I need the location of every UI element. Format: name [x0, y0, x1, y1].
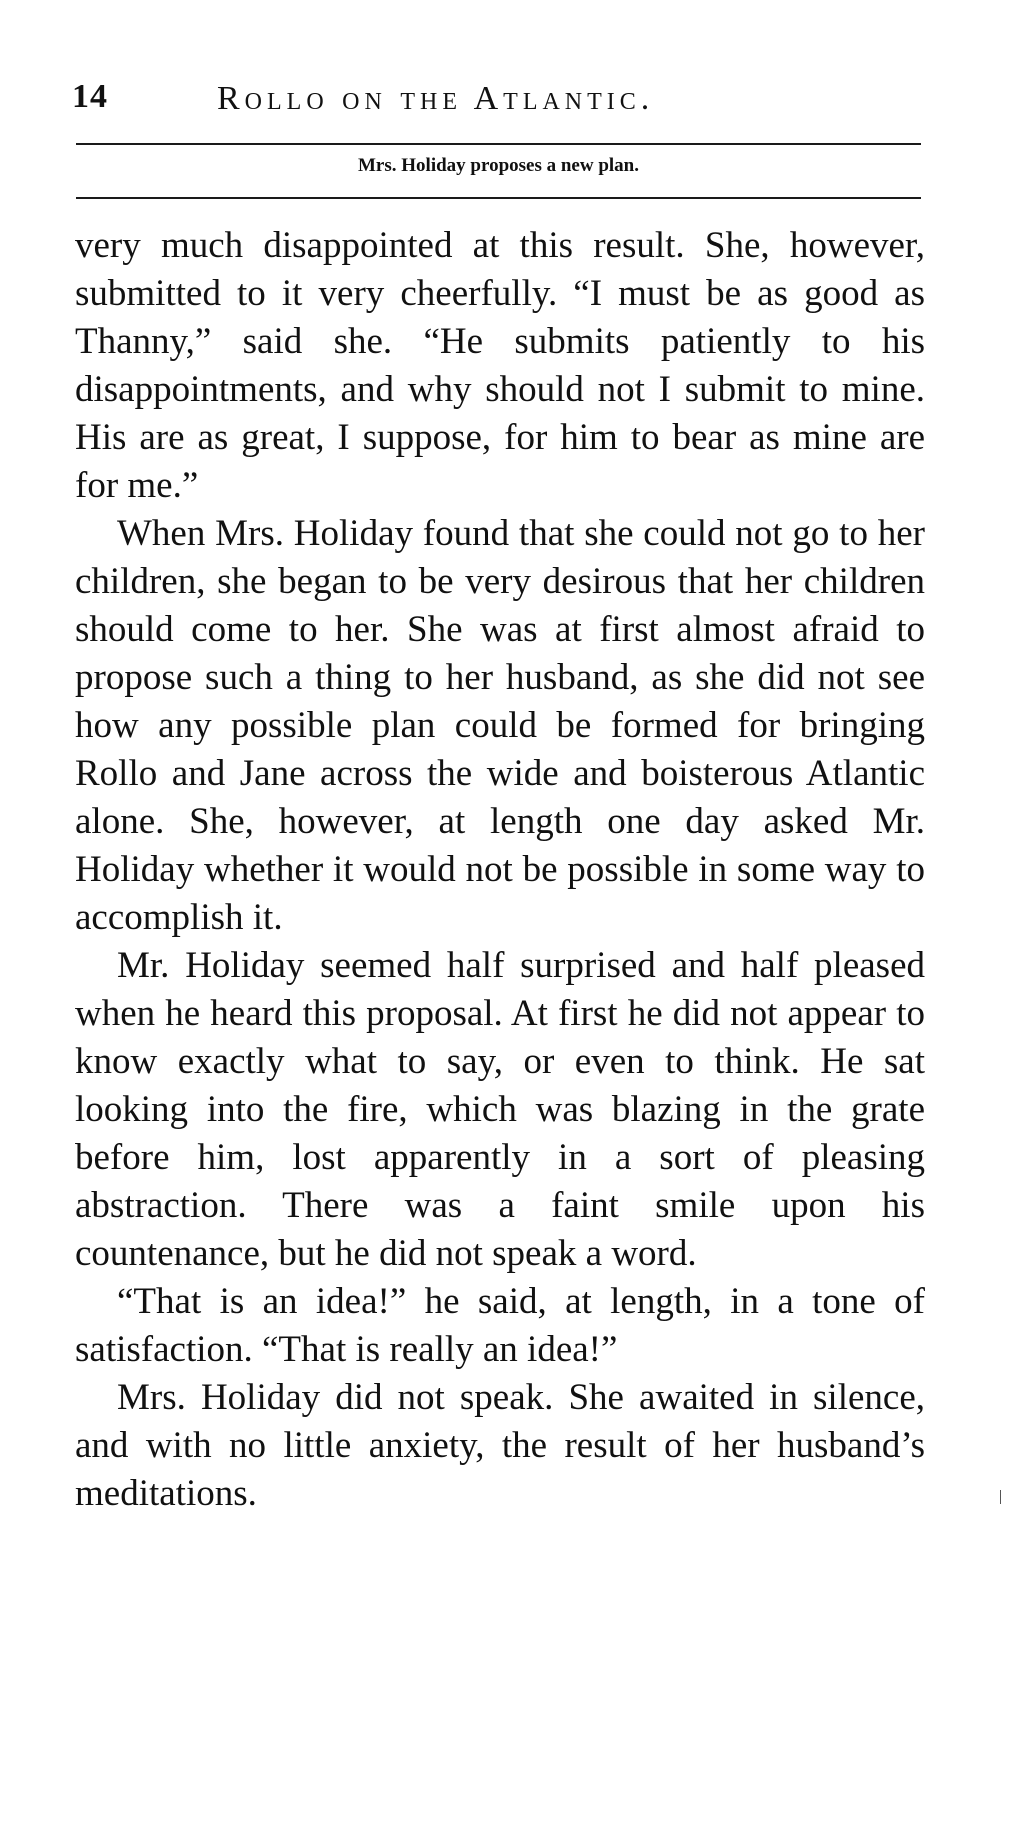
paragraph-1: very much disappointed at this result. She, however, submitted to it very cheerfully. “I must be as good as Thanny,” said she. “He submits patiently to his disappointments, and why should not I submit to mine. His are as great, I suppose, for him to bear as mine are for me.”	[75, 225, 925, 506]
header-rule-bottom	[76, 197, 921, 199]
margin-mark	[1000, 1490, 1003, 1504]
paragraph-2: When Mrs. Holiday found that she could not go to her children, she began to be very desirous that her children should come to her. She was at first almost afraid to propose such a thing to her husband, as she did not see how any possible plan could be formed for bringing Rollo and Jane across the wide and boisterous Atlantic alone. She, however, at length one day asked Mr. Holiday whether it would not be possible in some way to accomplish it.	[75, 513, 925, 938]
body-text	[75, 222, 925, 1518]
paragraph-4: “That is an idea!” he said, at length, in a tone of satisfaction. “That is really an idea!”	[75, 1281, 925, 1370]
header-rule-top	[76, 143, 921, 145]
section-caption: Mrs. Holiday proposes a new plan.	[358, 155, 639, 176]
page-number: 14	[72, 78, 108, 115]
running-head	[72, 78, 922, 128]
paragraph-5: Mrs. Holiday did not speak. She awaited in silence, and with no little anxiety, the result of her husband’s meditations.	[75, 1377, 925, 1514]
paragraph-3: Mr. Holiday seemed half surprised and half pleased when he heard this proposal. At first he did not appear to know exactly what to say, or even to think. He sat looking into the fire, which was blazing in the grate before him, lost apparently in a sort of pleasing abstraction. There was a faint smile upon his countenance, but he did not speak a word.	[75, 945, 925, 1274]
book-title: Rollo on the Atlantic.	[217, 80, 655, 117]
